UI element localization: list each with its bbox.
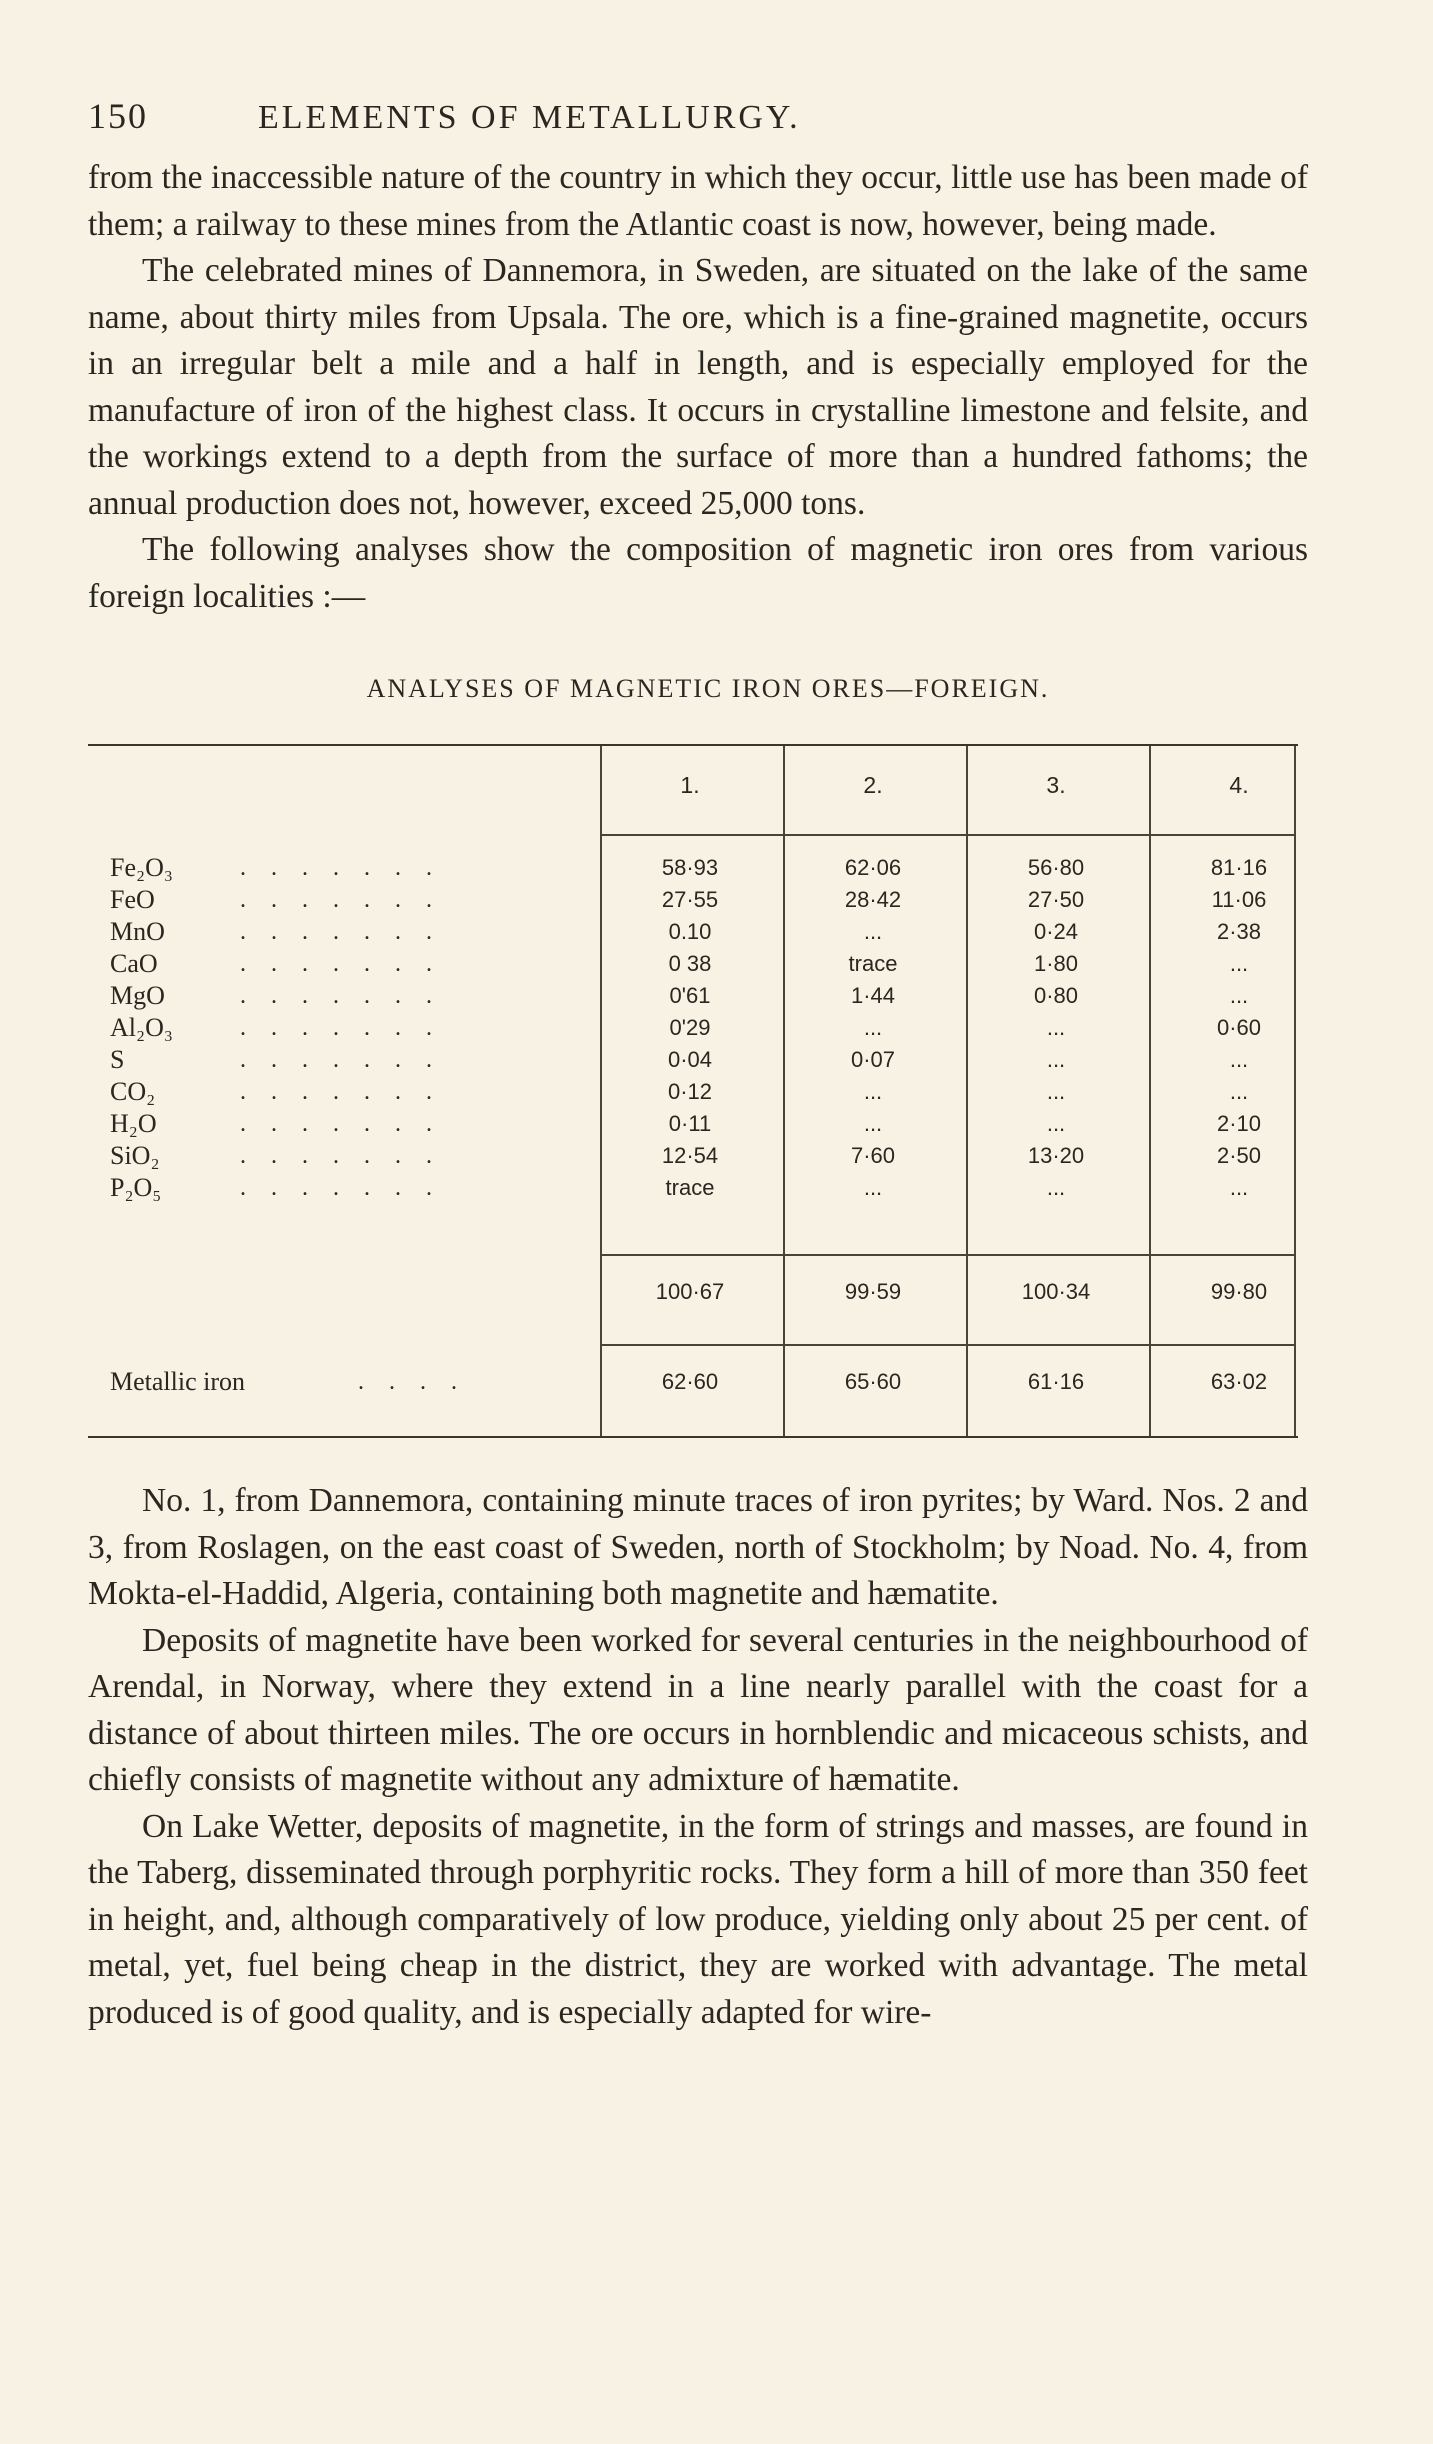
value-cell: ... (1046, 1079, 1066, 1104)
compound-name: CaO (110, 949, 158, 978)
analyses-table (88, 744, 1298, 1438)
paragraph-analysis-sources: No. 1, from Dannemora, containing minute traces of iron pyrites; by Ward. Nos. 2 and 3, from Roslagen, on the east coast of Sweden, north of Stockholm; by Noad. No. 4, from Mokta-el-Haddid, Algeria, containing both magnetite and hæmatite. (88, 1482, 1308, 1612)
leader-dots: ....... (240, 855, 457, 881)
leader-dots: ....... (240, 1015, 457, 1041)
value-cell: 2·50 (1216, 1143, 1262, 1168)
value-cell: ... (1046, 1175, 1066, 1200)
compound-name: Fe₂O₃ (110, 853, 173, 882)
row-label (110, 1172, 610, 1204)
page-number: 150 (88, 96, 148, 136)
row-label (110, 916, 610, 948)
compound-name: CO₂ (110, 1077, 156, 1106)
sum-rule (600, 1254, 1294, 1256)
value-cell: 7·60 (850, 1143, 896, 1168)
leader-dots: ....... (240, 951, 457, 977)
value-cell: trace (665, 1175, 715, 1200)
row-label (110, 980, 610, 1012)
running-title: ELEMENTS OF METALLURGY. (258, 99, 801, 136)
value-cell: 27·55 (661, 887, 719, 912)
compound-name: H₂O (110, 1109, 157, 1138)
running-head (88, 95, 1308, 155)
value-cell: 1·44 (850, 983, 896, 1008)
value-cell: ... (1046, 1111, 1066, 1136)
value-cell: 0·11 (668, 1111, 712, 1136)
leader-dots: ....... (240, 1079, 457, 1105)
value-cell: 0'61 (669, 983, 711, 1008)
leader-dots: ....... (240, 1111, 457, 1137)
column-header: 2. (863, 772, 883, 798)
paragraph-lake-wetter: On Lake Wetter, deposits of magnetite, in the form of strings and masses, are found in the Taberg, disseminated through porphyritic rocks. They form a hill of more than 350 feet in height, and, although comparatively of low produce, yielding only about 25 per cent. of metal, yet, fuel being cheap in the district, they are worked with advantage. The metal produced is of good quality, and is especially adapted for wire- (88, 1807, 1308, 2031)
metallic-iron-label (110, 1366, 610, 1398)
value-cell: ... (863, 1079, 883, 1104)
leader-dots: ....... (240, 887, 457, 913)
value-cell: 28·42 (844, 887, 902, 912)
metallic-cell: 63·02 (1210, 1369, 1268, 1394)
value-cell: ... (1046, 1015, 1066, 1040)
row-label (110, 1012, 610, 1044)
value-cell: 62·06 (844, 855, 902, 880)
paragraph-dannemora: The celebrated mines of Dannemora, in Sweden, are situated on the lake of the same name, about thirty miles from Upsala. The ore, which is a fine-grained magnetite, occurs in an irregular belt a mile and a half in length, and is especially employed for the manufacture of iron of the highest class. It occurs in crystalline limestone and felsite, and the workings extend to a depth from the surface of more than a hundred fathoms; the annual production does not, however, exceed 25,000 tons. (88, 252, 1308, 522)
compound-name: Al₂O₃ (110, 1013, 173, 1042)
value-cell: ... (863, 1015, 883, 1040)
value-cell: 27·50 (1027, 887, 1085, 912)
value-cell: 81·16 (1210, 855, 1268, 880)
total-cell: 100·67 (655, 1279, 725, 1304)
row-label (110, 884, 610, 916)
column-header: 3. (1046, 772, 1066, 798)
row-label (110, 1076, 610, 1108)
metallic-cell: 62·60 (661, 1369, 719, 1394)
value-cell: 2·38 (1216, 919, 1262, 944)
value-cell: 0·04 (667, 1047, 713, 1072)
value-cell: 12·54 (661, 1143, 719, 1168)
value-cell: 58·93 (661, 855, 719, 880)
value-cell: ... (1229, 951, 1249, 976)
value-cell: trace (848, 951, 898, 976)
leader-dots: ....... (240, 1143, 457, 1169)
paragraph-arendal: Deposits of magnetite have been worked for several centuries in the neighbourhood of Arendal, in Norway, where they extend in a line nearly parallel with the coast for a distance of about thirteen miles. The ore occurs in hornblendic and micaceous schists, and chiefly consists of magnetite without any admixture of hæmatite. (88, 1621, 1308, 1798)
metallic-rule (600, 1344, 1294, 1346)
value-cell: 1·80 (1033, 951, 1079, 976)
value-cell: 0'29 (669, 1015, 711, 1040)
value-cell: ... (863, 919, 883, 944)
leader-dots: ....... (240, 983, 457, 1009)
value-cell: 11·06 (1211, 887, 1267, 912)
column-header: 4. (1229, 772, 1249, 798)
leader-dots: ....... (240, 919, 457, 945)
value-cell: 0·80 (1033, 983, 1079, 1008)
value-cell: ... (863, 1175, 883, 1200)
compound-name: SiO₂ (110, 1141, 160, 1170)
value-cell: ... (1229, 1079, 1249, 1104)
value-cell: ... (1046, 1047, 1066, 1072)
row-label (110, 948, 610, 980)
leader-dots: .... (358, 1369, 482, 1395)
table-caption: ANALYSES OF MAGNETIC IRON ORES—FOREIGN. (366, 674, 1050, 703)
total-cell: 100·34 (1021, 1279, 1091, 1304)
compound-name: FeO (110, 885, 155, 914)
value-cell: ... (1229, 1175, 1249, 1200)
value-cell: 0·07 (850, 1047, 896, 1072)
metallic-iron-text: Metallic iron (110, 1367, 246, 1396)
compound-name: MnO (110, 917, 165, 946)
value-cell: 0.10 (668, 919, 712, 944)
value-cell: 0·24 (1033, 919, 1079, 944)
metallic-cell: 61·16 (1027, 1369, 1085, 1394)
paragraph-analyses-intro: The following analyses show the composition of magnetic iron ores from various foreign localities :— (88, 531, 1308, 615)
value-cell: 0·12 (667, 1079, 713, 1104)
value-cell: 13·20 (1027, 1143, 1085, 1168)
value-cell: 56·80 (1027, 855, 1085, 880)
row-label (110, 1140, 610, 1172)
value-cell: 0·60 (1216, 1015, 1262, 1040)
leader-dots: ....... (240, 1047, 457, 1073)
value-cell: ... (863, 1111, 883, 1136)
paragraph-continuation: from the inaccessible nature of the country in which they occur, little use has been made of them; a railway to these mines from the Atlantic coast is now, however, being made. (88, 159, 1308, 243)
notes (88, 1478, 1308, 2036)
metallic-cell: 65·60 (844, 1369, 902, 1394)
row-label (110, 852, 610, 884)
page (88, 95, 1308, 2036)
value-cell: 0 38 (668, 951, 712, 976)
header-rule (600, 834, 1294, 836)
compound-name: MgO (110, 981, 165, 1010)
compound-name: P₂O₅ (110, 1173, 162, 1202)
total-cell: 99·80 (1210, 1279, 1268, 1304)
row-label (110, 1044, 610, 1076)
compound-name: S (110, 1045, 125, 1074)
leader-dots: ....... (240, 1175, 457, 1201)
total-cell: 99·59 (844, 1279, 902, 1304)
column-header: 1. (680, 772, 700, 798)
value-cell: ... (1229, 983, 1249, 1008)
row-label (110, 1108, 610, 1140)
value-cell: 2·10 (1216, 1111, 1262, 1136)
value-cell: ... (1229, 1047, 1249, 1072)
